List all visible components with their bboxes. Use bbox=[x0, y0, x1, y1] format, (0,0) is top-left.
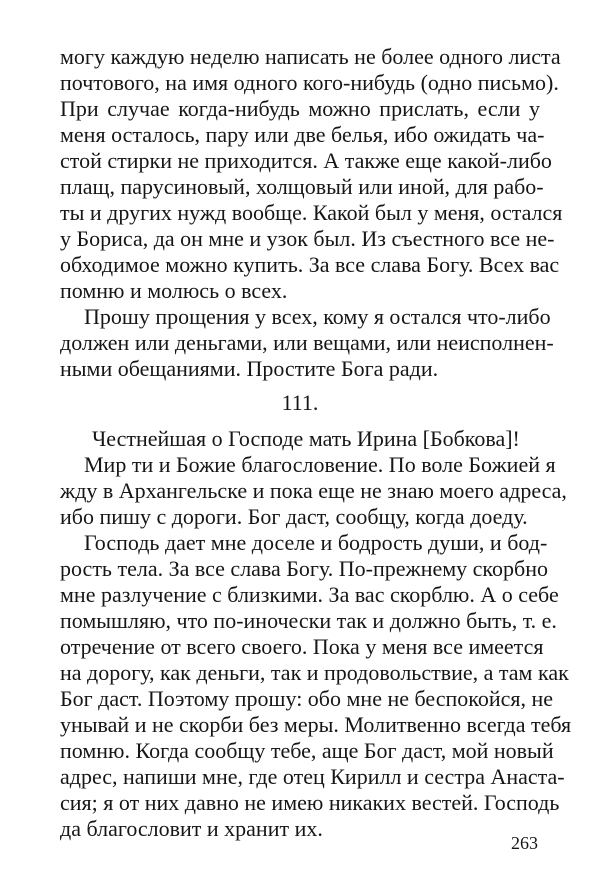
text-line: адрес, напиши мне, где отец Кирилл и сестра Анаста- bbox=[60, 764, 565, 789]
page-number: 263 bbox=[511, 833, 538, 853]
greeting-line: Честнейшая о Господе мать Ирина [Бобкова]! bbox=[92, 426, 520, 451]
text-line: ибо пишу с дороги. Бог даст, сообщу, когда доеду. bbox=[60, 504, 528, 529]
text-line: могу каждую неделю написать не более одного листа bbox=[60, 44, 561, 69]
text-line: ными обещаниями. Простите Бога ради. bbox=[60, 356, 439, 381]
text-line: ты и других нужд вообще. Какой был у меня, остался bbox=[60, 200, 563, 225]
text-line: меня осталось, пару или две белья, ибо ожидать ча- bbox=[60, 122, 545, 147]
text-line: рость тела. За все слава Богу. По-прежнему скорбно bbox=[60, 556, 548, 581]
letter-111-paragraph-1 bbox=[60, 452, 567, 530]
text-line: стой стирки не приходится. А также еще какой-либо bbox=[60, 148, 552, 173]
text-line: помню. Когда сообщу тебе, аще Бог даст, мой новый bbox=[60, 738, 554, 763]
letter-111-greeting bbox=[60, 426, 540, 452]
letter-110-paragraph-1 bbox=[60, 44, 563, 304]
text-line: Бог даст. Поэтому прошу: обо мне не беспокойся, не bbox=[60, 686, 554, 711]
text-line: у Бориса, да он мне и узок был. Из съестного все не- bbox=[60, 226, 555, 251]
letter-111-paragraph-2 bbox=[60, 530, 572, 842]
text-line: Господь дает мне доселе и бодрость души, и бод- bbox=[84, 530, 548, 555]
text-line: должен или деньгами, или вещами, или неисполнен- bbox=[60, 330, 554, 355]
text-line: При случае когда-нибудь можно прислать, если у bbox=[60, 96, 540, 121]
text-line: Прошу прощения у всех, кому я остался что-либо bbox=[84, 304, 551, 329]
text-line: сия; я от них давно не имею никаких вестей. Господь bbox=[60, 790, 560, 815]
text-line: почтового, на имя одного кого-нибудь (одно письмо). bbox=[60, 70, 559, 95]
text-line: помышляю, что по-иночески так и должно быть, т. е. bbox=[60, 608, 557, 633]
text-line: помню и молюсь о всех. bbox=[60, 278, 288, 303]
text-line: да благословит и хранит их. bbox=[60, 816, 323, 841]
text-line: жду в Архангельске и пока еще не знаю моего адреса, bbox=[60, 478, 567, 503]
text-line: мне разлучение с близкими. За вас скорблю. А о себе bbox=[60, 582, 559, 607]
text-line: унывай и не скорби без меры. Молитвенно всегда тебя bbox=[60, 712, 572, 737]
text-line: Мир ти и Божие благословение. По воле Божией я bbox=[84, 452, 556, 477]
text-line: на дорогу, как деньги, так и продовольствие, а там как bbox=[60, 660, 569, 685]
text-line: плащ, парусиновый, холщовый или иной, для рабо- bbox=[60, 174, 544, 199]
letter-number-heading: 111. bbox=[281, 390, 319, 415]
text-line: отречение от всего своего. Пока у меня все имеется bbox=[60, 634, 544, 659]
letter-110-paragraph-2 bbox=[60, 304, 554, 382]
text-line: обходимое можно купить. За все слава Богу. Всех вас bbox=[60, 252, 560, 277]
